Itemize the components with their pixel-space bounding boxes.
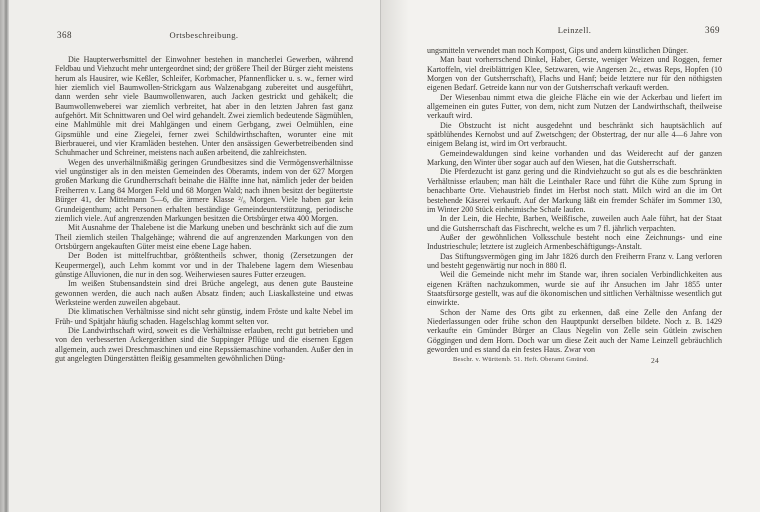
left-page <box>9 0 380 512</box>
paragraph: Wegen des unverhältnißmäßig geringen Grundbesitzes sind die Vermögensverhältnisse viel ungünstiger als in den meisten Gemeinden des Oberamts, indem von der 627 Morgen großen Markung die Grundherrschaft beinahe die Hälfte inne hat, nämlich jeder der beiden Freiherren v. Lang 84 Morgen Feld und 68 Morgen Wald; nach ihnen besitzt der begütertste Bürger 41, der Mittelmann 5—6, die ärmere Klasse ²/₈ Morgen. Viele haben gar kein Grundeigenthum; acht Personen erhalten beständige Gemeindeunterstützung, periodische ziemlich viele. Auf angrenzenden Markungen besitzen die Ortsbürger etwa 400 Morgen. <box>55 157 353 223</box>
signature-footer <box>427 356 722 366</box>
right-page-text-block <box>427 25 722 366</box>
paragraph: Weil die Gemeinde nicht mehr im Stande war, ihren socialen Verbindlichkeiten aus eigenen Kräften nachzukommen, wurde sie auf ihr Ansuchen im Jahr 1855 unter Staatsfürsorge gestellt, was auf die ökonomischen und sittlichen Verhältnisse wesentlich gut einwirkte. <box>427 270 722 308</box>
sheet-number: 24 <box>651 356 659 366</box>
paragraph: Der Boden ist mittelfruchtbar, größtentheils schwer, thonig (Zersetzungen der Keupermergel), auch Lehm kommt vor und in der Thalebene lagern dem Wiesenbau günstige Alluvionen, die nur in den sog. Weiherwiesen saures Futter erzeugen. <box>55 251 353 279</box>
paragraph: Man baut vorherrschend Dinkel, Haber, Gerste, weniger Weizen und Roggen, ferner Kartoffeln, viel dreiblättrigen Klee, Setzwaren, wie Angersen 2c., etwas Reps, Hopfen (10 Morgen von der Gutsherrschaft), Flachs und Hanf; beide letztere nur für den nöthigsten eigenen Bedarf. Getreide kann nur von der Gutsherrschaft verkauft werden. <box>427 55 722 93</box>
paragraph: Die Landwirthschaft wird, soweit es die Verhältnisse erlauben, recht gut betrieben und von den verbesserten Ackergeräthen sind die Suppinger Pflüge und die eisernen Eggen allgemein, auch zwei Dreschmaschinen und eine Repssäemaschine vorhanden. Außer den in gut angelegten Düngerstätten fleißig gesammelten gewöhnlichen Düng- <box>55 325 353 363</box>
right-running-head <box>427 25 722 37</box>
right-page-number: 369 <box>705 25 720 35</box>
signature-line: Beschr. v. Württemb. 51. Heft. Oberamt Gmünd. <box>453 356 589 364</box>
paragraph: Außer der gewöhnlichen Volksschule besteht noch eine Zeichnungs- und eine Industrieschule; letztere ist zugleich Armenbeschäftigungs-Anstalt. <box>427 232 722 252</box>
paragraph: In der Lein, die Hechte, Barben, Weißfische, zuweilen auch Aale führt, hat der Staat und die Gutsherrschaft das Fischrecht, welche es um 7 fl. jährlich verpachten. <box>427 214 722 233</box>
paragraph: Der Wiesenbau nimmt etwa die gleiche Fläche ein wie der Ackerbau und liefert im allgemeinen ein gutes Futter, von dem, nicht zum Nutzen der Landwirthschaft, theilweise verkauft wird. <box>427 92 722 121</box>
paragraph: Gemeindewaldungen sind keine vorhanden und das Weiderecht auf der ganzen Markung, den Winter über sogar auch auf den Wiesen, hat die Gutsherrschaft. <box>427 148 722 168</box>
paragraph: Die Haupterwerbsmittel der Einwohner bestehen in mancherlei Gewerben, während Feldbau und Viehzucht mehr untergeordnet sind; der größere Theil der Bürger zieht meistens herum als Hausirer, wie Keßler, Schleifer, Korbmacher, Pfannenflicker u. s. w., ferner wird hier ziemlich viel Baumwollen-Strickgarn aus Walzenabgang zubereitet und ausgeführt, dann werden sehr viele Baumwollenwaren, auch Jacken gestrickt und gehäkelt; die Baumwollenweberei war ziemlich verbreitet, hat aber in den letzten Jahren fast ganz aufgehört. Mit Schnittwaren und Oel wird gehandelt. Zwei ziemlich bedeutende Sägmühlen, eine Mahlmühle mit drei Mahlgängen und einem Gerbgang, zwei Oelmühlen, eine Gipsmühle und eine Ziegelei, ferner zwei Schildwirthschaften, worunter eine mit Bierbrauerei, und vier Kramläden bestehen. Unter den ansässigen Gewerbetreibenden sind Schuhmacher und Schreiner, meistens nach außen arbeitend, die zahlreichsten. <box>55 55 353 158</box>
paragraph: Im weißen Stubensandstein sind drei Brüche angelegt, aus denen gute Bausteine gewonnen werden, die auch nach außen Absatz finden; auch Liaskalksteine und etwas Werksteine werden zuweilen abgebaut. <box>55 279 353 307</box>
paragraph: Das Stiftungsvermögen ging im Jahr 1826 durch den Freiherrn Franz v. Lang verloren und besteht gegenwärtig nur noch in 880 fl. <box>427 251 722 270</box>
paragraph: Schon der Name des Orts gibt zu erkennen, daß eine Zelle den Anfang der Niederlassungen oder frühe schon den Hauptpunkt derselben bildete. Noch z. B. 1429 verkaufte ein Gmünder Bürger an Claus Negelin von Zelle sein Gütlein zwischen Göggingen und dem Horn. Doch war um diese Zeit auch der Name Leinzell gebräuchlich geworden und es stand da ein festes Haus. Zwar von <box>427 307 722 354</box>
right-running-title: Leinzell. <box>557 25 592 35</box>
paragraph: Die Pferdezucht ist ganz gering und die Rindviehzucht so gut als es die beschränkten Verhältnisse erlauben; man hält die Leinthaler Race und führt die Kühe zum Sprung in benachbarte Orte. Viehaustrieb findet im Herbst noch statt. Milch wird an die im Ort bestehende Käserei verkauft. Auf der Markung läßt ein fremder Schäfer im Sommer 130, im Winter 200 Stück einheimische Schafe laufen. <box>427 167 722 214</box>
paragraph: ungsmitteln verwendet man noch Kompost, Gips und andern künstlichen Dünger. <box>427 46 689 55</box>
left-running-head <box>55 30 353 42</box>
right-page <box>380 0 760 512</box>
left-running-title: Ortsbeschreibung. <box>169 30 239 40</box>
paragraph: Mit Ausnahme der Thalebene ist die Markung uneben und beschränkt sich auf die zum Theil ziemlich steilen Thalgehänge; während die auf angrenzenden Markungen von den Ortsbürgern angekauften Güter meist eine ebene Lage haben. <box>55 223 353 251</box>
left-page-text-block <box>55 30 353 363</box>
left-page-number: 368 <box>57 30 72 40</box>
left-page-body <box>55 55 353 363</box>
book-edge-shadow <box>0 0 9 512</box>
right-page-body <box>427 46 722 354</box>
paragraph: Die Obstzucht ist nicht ausgedehnt und beschränkt sich hauptsächlich auf spätblühendes Kernobst und auf Zwetschgen; der Obstertrag, der nur alle 4—6 Jahre von einigem Belang ist, wird im Ort verbraucht. <box>427 120 722 149</box>
paragraph: Die klimatischen Verhältnisse sind nicht sehr günstig, indem Fröste und kalte Nebel im Früh- und Spätjahr häufig schaden. Hagelschlag kommt selten vor. <box>55 307 353 326</box>
